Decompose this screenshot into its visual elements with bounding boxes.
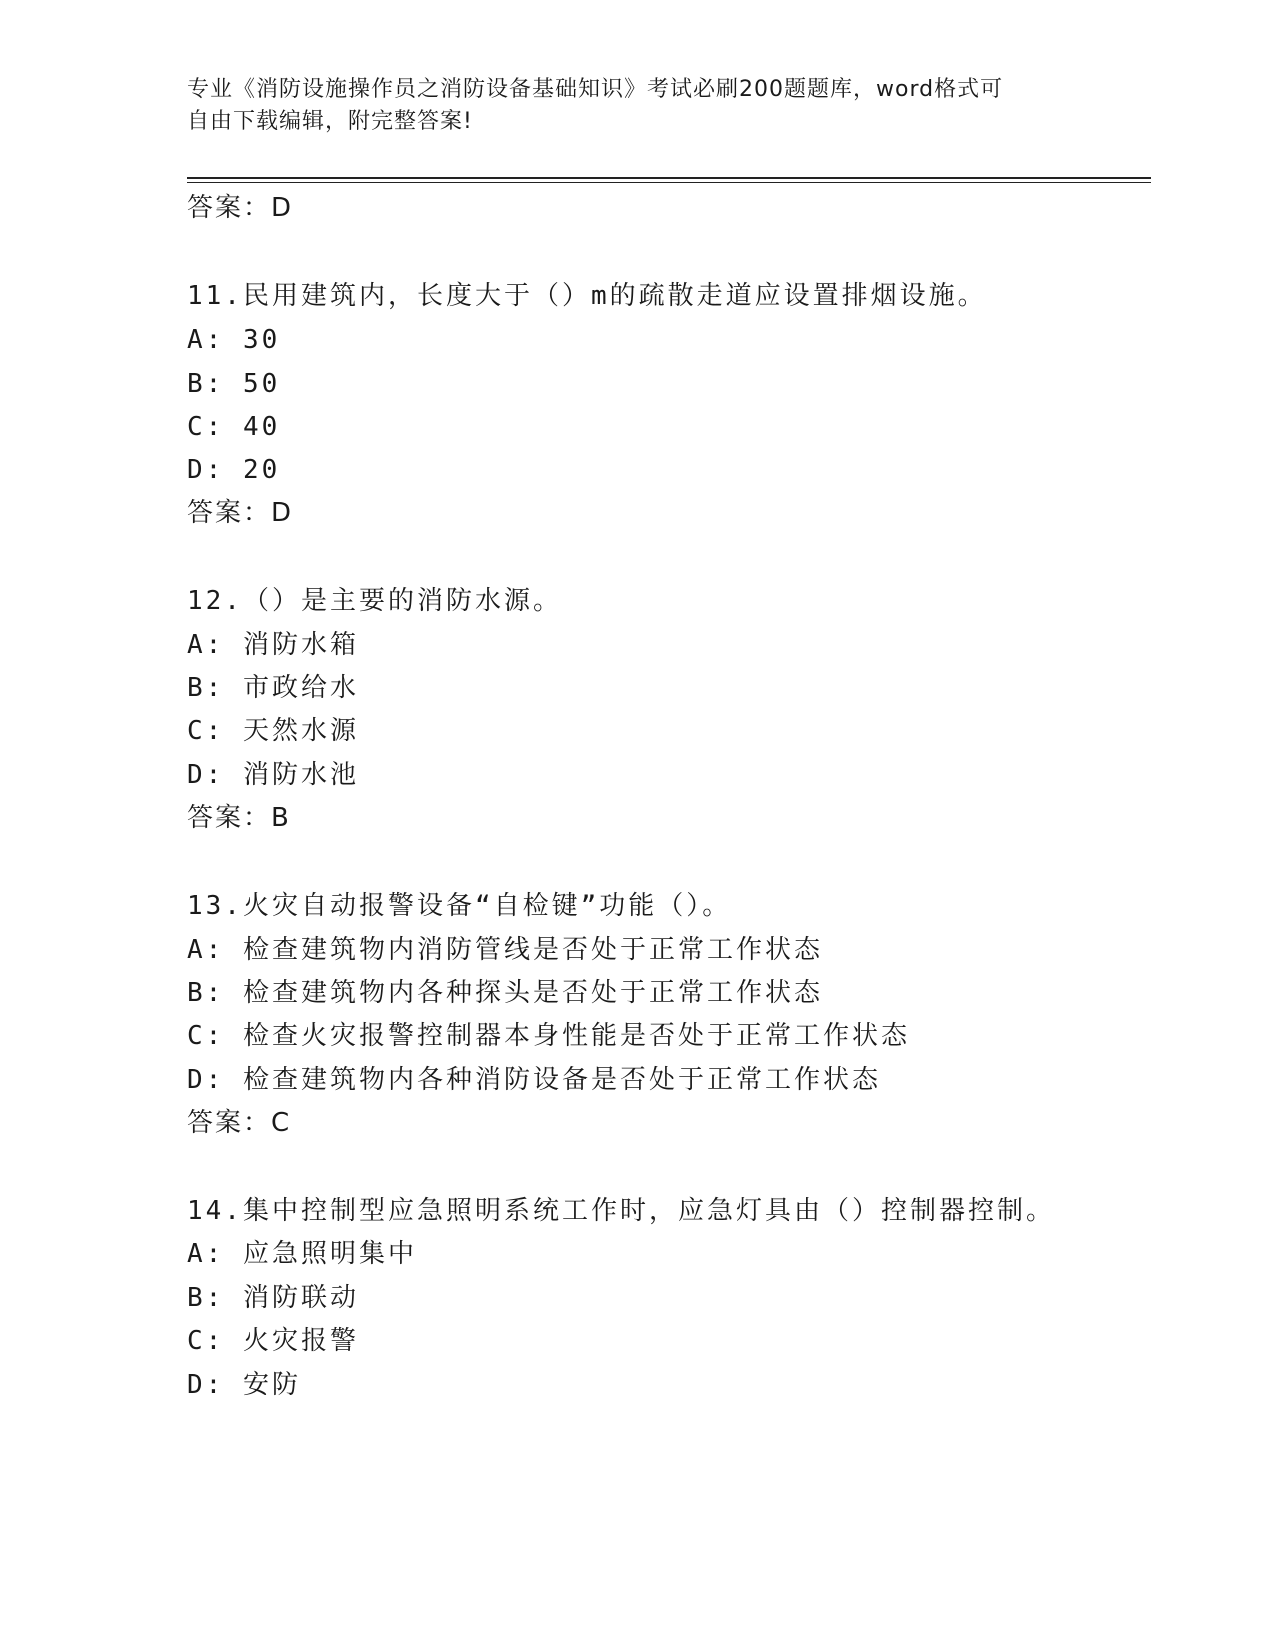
question-stem: 12.（）是主要的消防水源。 — [187, 586, 562, 616]
header-line-1: 专业《消防设施操作员之消防设备基础知识》考试必刷200题题库，word格式可 — [187, 77, 1004, 102]
option-d: D: 安防 — [187, 1370, 301, 1400]
answer-line: 答案：C — [187, 1108, 292, 1138]
question-stem: 11.民用建筑内，长度大于（）m的疏散走道应设置排烟设施。 — [187, 281, 987, 311]
question-stem: 13.火灾自动报警设备“自检键”功能（）。 — [187, 891, 732, 921]
option-d: D: 消防水池 — [187, 760, 359, 790]
option-c: C: 天然水源 — [187, 716, 359, 746]
option-b: B: 市政给水 — [187, 673, 359, 703]
option-c: C: 火灾报警 — [187, 1326, 359, 1356]
answer-line: 答案：B — [187, 803, 291, 833]
option-b: B: 50 — [187, 369, 281, 399]
option-b: B: 检查建筑物内各种探头是否处于正常工作状态 — [187, 978, 823, 1008]
header-divider-thin — [187, 182, 1151, 183]
question-stem: 14.集中控制型应急照明系统工作时，应急灯具由（）控制器控制。 — [187, 1196, 1055, 1226]
option-a: A: 30 — [187, 325, 281, 355]
option-a: A: 检查建筑物内消防管线是否处于正常工作状态 — [187, 935, 823, 965]
option-c: C: 检查火灾报警控制器本身性能是否处于正常工作状态 — [187, 1021, 910, 1051]
option-c: C: 40 — [187, 412, 281, 442]
answer-line: 答案：D — [187, 498, 294, 528]
option-a: A: 消防水箱 — [187, 630, 359, 660]
header-line-2: 自由下载编辑，附完整答案! — [187, 109, 473, 134]
option-b: B: 消防联动 — [187, 1283, 359, 1313]
option-d: D: 检查建筑物内各种消防设备是否处于正常工作状态 — [187, 1065, 881, 1095]
document-header — [187, 74, 1067, 138]
option-d: D: 20 — [187, 455, 281, 485]
option-a: A: 应急照明集中 — [187, 1239, 417, 1269]
previous-answer: 答案：D — [187, 193, 294, 223]
header-divider-thick — [187, 177, 1151, 179]
